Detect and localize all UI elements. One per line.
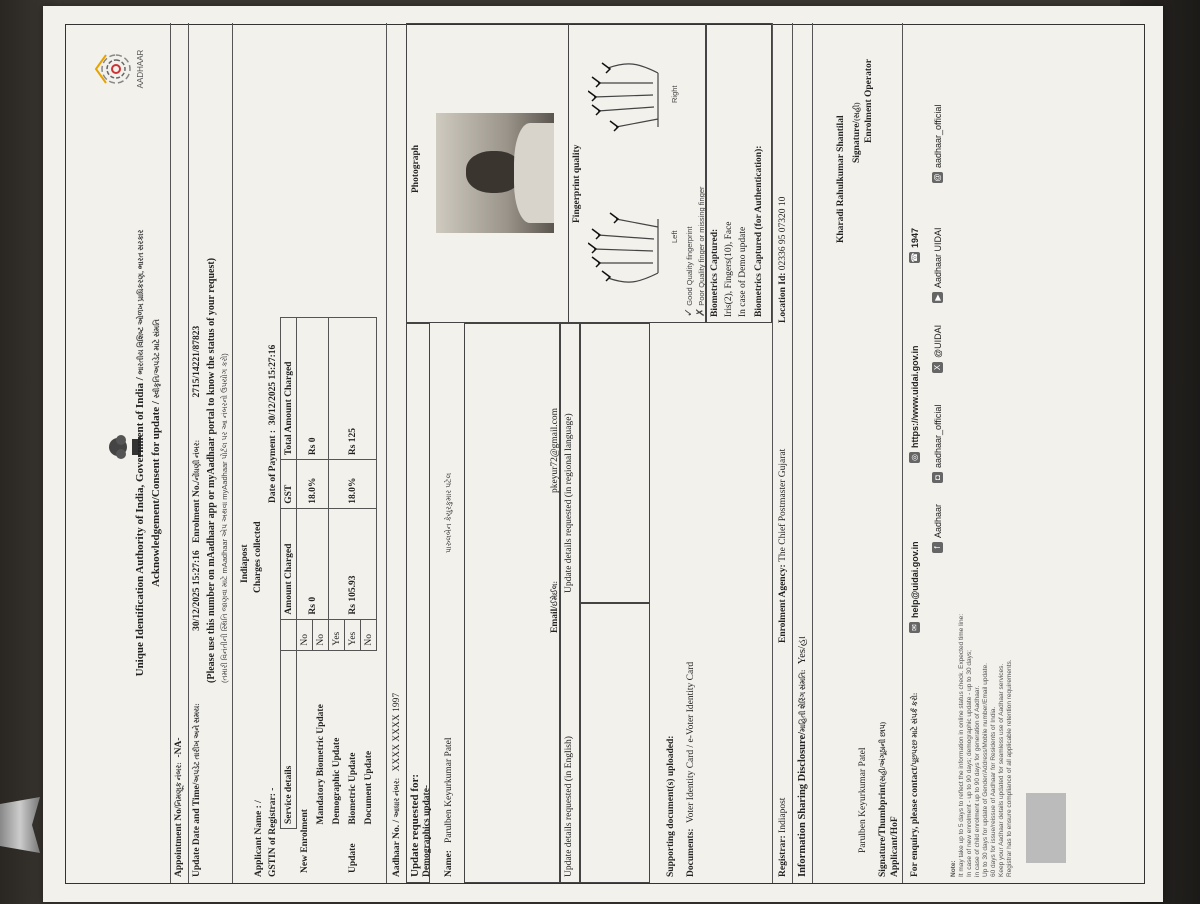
col-amount: Amount Charged [281, 508, 297, 619]
documents-label: Documents: [686, 828, 696, 877]
good-quality-legend: ✓ Good Quality fingerprint [683, 226, 695, 317]
right-hand-label: Right [670, 85, 679, 103]
document-title: Unique Identification Authority of India, Government of India / ભારતીય વિશિષ્ટ ઓળખ પ્રાધિકરણ, ભારત સરકાર [134, 229, 146, 677]
total-cell: Rs 125 [329, 318, 377, 460]
service-flag: No [361, 619, 377, 650]
aadhaar-number: Aadhaar No. / આધાર નંબર: XXXX XXXX 1997 [392, 692, 402, 877]
x-icon: X [932, 362, 943, 373]
applicant-hof-label: Applicant/HoF [890, 816, 900, 877]
globe-icon: ◎ [909, 452, 920, 463]
phone-icon: ☎ [910, 252, 919, 263]
app-store-badge [1026, 793, 1066, 863]
social-threads[interactable]: @ aadhaar_official [932, 104, 943, 182]
payment-date: Date of Payment : 30/12/2025 15:27:16 [268, 344, 278, 503]
operator-signature: Signature/(સહી) [852, 102, 862, 163]
enquiry-label: For enquiry, please contact/પૂછપરછ માટે સંપર્ક કરો: [910, 692, 920, 877]
service-flag: Yes [329, 619, 345, 650]
photograph-label: Photograph [411, 144, 421, 193]
charges-table [280, 317, 377, 877]
charges-agency: Indiapost [240, 544, 250, 583]
social-x[interactable]: X @UIDAI [932, 325, 943, 373]
name-value: Parulben Keyurkumar Patel [444, 737, 454, 843]
fingerprint-title: Fingerprint quality [572, 144, 582, 223]
enquiry-website[interactable]: ◎ https://www.uidai.gov.in [909, 345, 920, 461]
details-english-box [580, 603, 650, 883]
operator-name: Kharadi Rahulkumar Shantilal [836, 115, 846, 243]
service-flag: Yes [345, 619, 361, 650]
email-value: pkeyur72@gmail.com [550, 408, 560, 493]
biometrics-captured-label: Biometrics Captured: [710, 228, 720, 317]
demo-update-label: In case of Demo update [738, 226, 748, 317]
applicant-signature-name: Parulben Keyurkumar Patel [858, 747, 868, 853]
service-flag: No [313, 619, 329, 650]
aadhaar-logo: AADHAAR [94, 39, 150, 99]
enrolment-number: Enrolment No./નોંધણી નંબર: 2715/14221/87823 [192, 325, 202, 543]
poor-quality-legend: ✗ Poor Quality finger or missing finger [695, 186, 707, 317]
acknowledgement-document [43, 6, 1163, 902]
applicant-photo [436, 113, 554, 233]
instagram-icon: ◘ [932, 472, 943, 483]
gst-cell: 18.0% [297, 460, 329, 509]
update-requested-sub: Demographics update- [422, 784, 432, 877]
left-hand-icon [588, 183, 668, 303]
facebook-icon: f [932, 542, 943, 553]
service-row: New Enrolment [299, 809, 310, 873]
enquiry-phone[interactable]: ☎ 1947 [909, 227, 920, 263]
details-regional-box [580, 323, 650, 603]
details-english: Update details requested (in English) [564, 736, 574, 877]
document-subtitle: Acknowledgement/Consent for update / સ્વીકૃતિ/અપડેટ માટે સંમતિ [150, 319, 162, 587]
applicant-signature-label: Signature/Thumbprint(સહી/અંગૂઠાની છાપ) [878, 721, 888, 877]
social-facebook[interactable]: f Aadhaar [932, 504, 943, 553]
amount-cell: Rs 0 [297, 508, 329, 619]
amount-cell: Rs 105.93 [329, 508, 377, 619]
update-requested-title: Update requested for: [409, 773, 421, 877]
social-youtube[interactable]: ▶ Aadhaar UIDAI [932, 227, 943, 303]
note-section: Note: It may take up to 5 days to reflect the information in online status check. Expected time line: In case of new enrolment - up to 90 days; demographic update - up to 30 days; in case of child enrolment up to 90 days for generation of Aadhaar. Up to 30 days for update of Gender/Address/Mobile number/Email update. 60 days for issue/reissue of Aadhaar for Residents of India. Keep your Aadhaar details updated for seamless use of Aadhaar services. Registrar has to ensure compliance of all applicable retention requirements. [950, 613, 1013, 877]
gstin-label: GSTIN of Registrar: - [268, 787, 278, 877]
col-service: Service details [281, 650, 297, 828]
mail-icon: ✉ [909, 622, 920, 633]
name-box [464, 323, 560, 883]
update-group: Update [347, 843, 358, 873]
cross-icon: ✗ [695, 307, 707, 317]
service-row: Document Update [363, 750, 374, 825]
document-frame [65, 24, 1145, 884]
status-notice: (Please use this number on mAadhaar app or myAadhaar portal to know the status of your request) [206, 257, 217, 683]
total-cell: Rs 0 [297, 318, 329, 460]
name-label: Name: [444, 850, 454, 877]
name-regional: પારુલબેન કેયુરકુમાર પટેલ [444, 472, 453, 553]
email-label: Email/ઈમેઈલ: [550, 581, 560, 633]
operator-label: Enrolment Operator [864, 59, 874, 143]
applicant-name-label: Applicant Name : / [254, 800, 264, 877]
service-flag: No [297, 619, 313, 650]
charges-collected: Charges collected [253, 521, 263, 593]
supporting-docs-label: Supporting document(s) uploaded: [666, 735, 676, 877]
details-regional: Update details requested (in regional language) [564, 413, 574, 593]
biometrics-captured-value: Iris(2), Fingers(10), Face [724, 221, 734, 317]
threads-icon: @ [933, 173, 942, 182]
appointment-row: Appointment No/નિમણૂક નંબર: -NA- [174, 737, 184, 877]
gst-cell: 18.0% [329, 460, 377, 509]
update-datetime-row: Update Date and Time/અપડેટ તારીખ અને સમય: 30/12/2025 15:27:16 [192, 550, 202, 877]
service-row: Mandatory Biometric Update [315, 704, 326, 825]
left-hand-label: Left [670, 230, 679, 243]
col-total: Total Amount Charged [281, 318, 297, 460]
check-icon: ✓ [683, 307, 695, 317]
youtube-icon: ▶ [932, 292, 943, 303]
social-instagram[interactable]: ◘ aadhaar_official [932, 405, 943, 483]
information-disclosure: Information Sharing Disclosure/માહિતી શેરિંગ સંમતિ: Yes/હા [797, 636, 808, 877]
right-hand-icon [588, 43, 668, 163]
documents-value: Voter Identity Card / e-Voter Identity Card [686, 661, 696, 823]
location-id: Location Id: 02336 95 07320 10 [778, 196, 788, 323]
registrar: Registrar: Indiapost [778, 797, 788, 877]
status-notice-regional: (તમારી વિનંતીની સ્થિતિ જાણવા માટે mAadhaar એપ અથવા myAadhaar પોર્ટલ પર આ નંબરનો ઉપયોગ કરો) [220, 353, 229, 683]
col-gst: GST [281, 460, 297, 509]
enquiry-email[interactable]: ✉ help@uidai.gov.in [909, 541, 920, 633]
service-row: Biometric Update [347, 752, 358, 825]
service-row: Demographic Update [331, 737, 342, 825]
biometrics-auth-label: Biometrics Captured (for Authentication): [754, 145, 764, 317]
enrolment-agency: Enrolment Agency: The Chief Postmaster Gujarat [778, 448, 788, 643]
fingerprint-logo-icon [94, 49, 134, 89]
